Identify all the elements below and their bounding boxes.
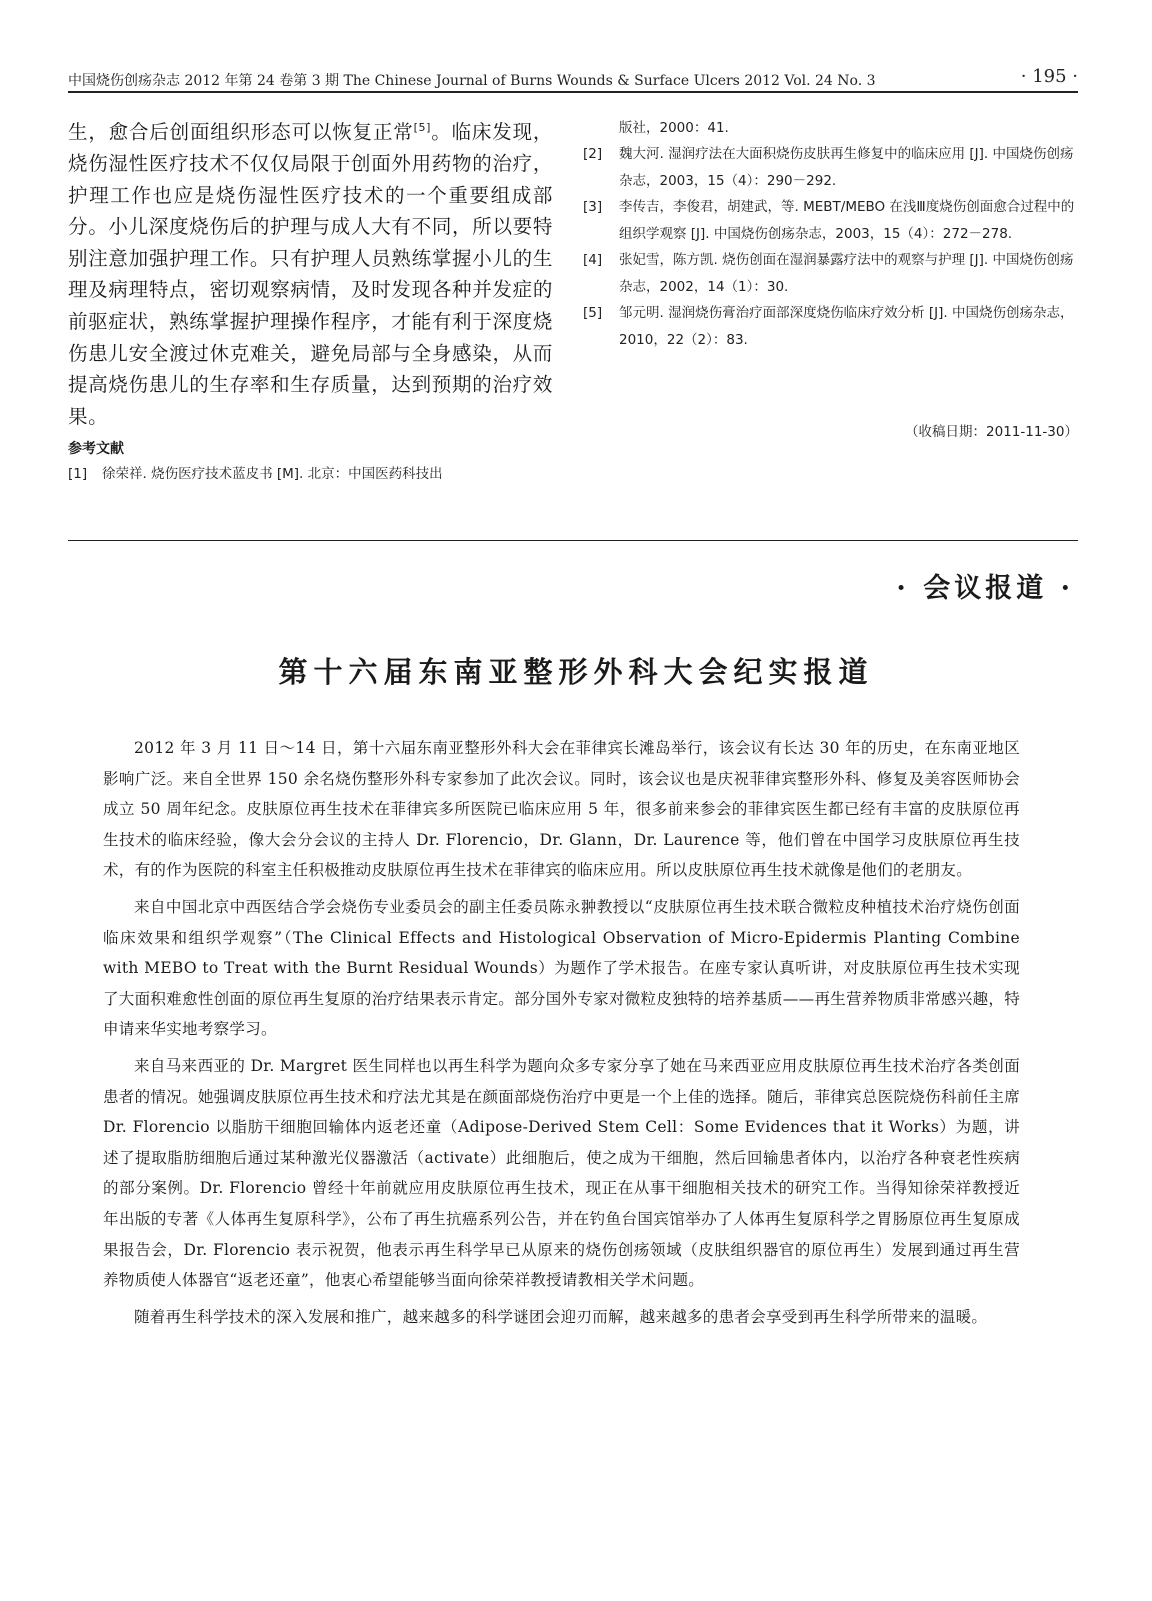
reference-4 (583, 247, 1078, 300)
article-body (103, 733, 1020, 1338)
reference-number: [2] (583, 146, 603, 162)
conclusion-text: 生，愈合后创面组织形态可以恢复正常 (68, 120, 414, 144)
reference-text: 李传吉，李俊君，胡建武，等. MEBT/MEBO 在浅Ⅲ度烧伤创面愈合过程中的组织学观察 [J]. 中国烧伤创疡杂志，2003，15（4）：272－278. (619, 199, 1075, 242)
article-title: 第十六届东南亚整形外科大会纪实报道 (278, 655, 874, 689)
journal-header: 中国烧伤创疡杂志 2012 年第 24 卷第 3 期 The Chinese Journal of Burns Wounds & Surface Ulcers 2012 Vol. 24 No. 3 (68, 73, 876, 89)
reference-text: 徐荣祥. 烧伤医疗技术蓝皮书 [M]. 北京：中国医药科技出 (102, 466, 443, 483)
article-paragraph: 来自中国北京中西医结合学会烧伤专业委员会的副主任委员陈永翀教授以“皮肤原位再生技术联合微粒皮种植技术治疗烧伤创面临床效果和组织学观察”（The Clinical Effects and Histological Observation of Micro-Epidermis Planting Combine with MEBO to Treat with the Burnt Residual Wounds）为题作了学术报告。在座专家认真听讲，对皮肤原位再生技术实现了大面积难愈性创面的原位再生复原的治疗结果表示肯定。部分国外专家对微粒皮独特的培养基质——再生营养物质非常感兴趣，特申请来华实地考察学习。 (103, 897, 1020, 1039)
right-column (583, 115, 1078, 353)
citation-5: [5] (413, 121, 432, 134)
reference-number: [1] (68, 466, 88, 483)
article-paragraph: 随着再生科学技术的深入发展和推广，越来越多的科学谜团会迎刃而解，越来越多的患者会享受到再生科学所带来的温暖。 (134, 1307, 988, 1326)
section-label: · 会议报道 · (896, 573, 1074, 604)
section-divider (68, 540, 1078, 541)
reference-text: 张妃雪，陈方凯. 烧伤创面在湿润暴露疗法中的观察与护理 [J]. 中国烧伤创疡杂志，2002，14（1）：30. (619, 252, 1074, 295)
running-header (68, 66, 1078, 92)
reference-1 (68, 462, 553, 487)
reference-1-continued: 版社，2000：41. (619, 120, 729, 136)
reference-text: 魏大河. 湿润疗法在大面积烧伤皮肤再生修复中的临床应用 [J]. 中国烧伤创疡杂志，2003，15（4）：290－292. (619, 146, 1074, 189)
reference-2 (583, 141, 1078, 194)
received-date: （收稿日期：2011-11-30） (905, 424, 1078, 440)
left-column (68, 112, 553, 487)
conclusion-text-tail: 。临床发现，烧伤湿性医疗技术不仅仅局限于创面外用药物的治疗，护理工作也应是烧伤湿性医疗技术的一个重要组成部分。小儿深度烧伤后的护理与成人大有不同，所以要特别注意加强护理工作。只有护理人员熟练掌握小儿的生理及病理特点，密切观察病情，及时发现各种并发症的前驱症状，熟练掌握护理操作程序，才能有利于深度烧伤患儿安全渡过休克难关，避免局部与全身感染，从而提高烧伤患儿的生存率和生存质量，达到预期的治疗效果。 (68, 120, 553, 428)
conclusion-paragraph (68, 112, 553, 432)
reference-number: [3] (583, 199, 603, 215)
reference-5 (583, 300, 1078, 353)
article-paragraph: 来自马来西亚的 Dr. Margret 医生同样也以再生科学为题向众多专家分享了她在马来西亚应用皮肤原位再生技术治疗各类创面患者的情况。她强调皮肤原位再生技术和疗法尤其是在颜面部烧伤治疗中更是一个上佳的选择。随后，菲律宾总医院烧伤科前任主席 Dr. Florencio 以脂肪干细胞回输体内返老还童（Adipose-Derived Stem Cell：Some Evidences that it Works）为题，讲述了提取脂肪细胞后通过某种激光仪器激活（activate）此细胞后，使之成为干细胞，然后回输患者体内，以治疗各种衰老性疾病的部分案例。Dr. Florencio 曾经十年前就应用皮肤原位再生技术，现正在从事干细胞相关技术的研究工作。当得知徐荣祥教授近年出版的专著《人体再生复原科学》，公布了再生抗癌系列公告，并在钓鱼台国宾馆举办了人体再生复原科学之胃肠原位再生复原成果报告会，Dr. Florencio 表示祝贺，他表示再生科学早已从原来的烧伤创疡领域（皮肤组织器官的原位再生）发展到通过再生营养物质使人体器官“返老还童”，他衷心希望能够当面向徐荣祥教授请教相关学术问题。 (103, 1056, 1020, 1290)
header-rule (68, 91, 1078, 93)
reference-text: 邹元明. 湿润烧伤膏治疗面部深度烧伤临床疗效分析 [J]. 中国烧伤创疡杂志，2010，22（2）：83. (619, 305, 1074, 348)
references-heading: 参考文献 (68, 441, 124, 458)
reference-3 (583, 194, 1078, 247)
reference-number: [5] (583, 305, 603, 321)
reference-number: [4] (583, 252, 603, 268)
article-paragraph: 2012 年 3 月 11 日～14 日，第十六届东南亚整形外科大会在菲律宾长滩岛举行，该会议有长达 30 年的历史，在东南亚地区影响广泛。来自全世界 150 余名烧伤整形外科专家参加了此次会议。同时，该会议也是庆祝菲律宾整形外科、修复及美容医师协会成立 50 周年纪念。皮肤原位再生技术在菲律宾多所医院已临床应用 5 年，很多前来参会的菲律宾医生都已经有丰富的皮肤原位再生技术的临床经验，像大会分会议的主持人 Dr. Florencio，Dr. Glann，Dr. Laurence 等，他们曾在中国学习皮肤原位再生技术，有的作为医院的科室主任积极推动皮肤原位再生技术在菲律宾的临床应用。所以皮肤原位再生技术就像是他们的老朋友。 (103, 739, 1020, 880)
page-number: · 195 · (1020, 66, 1078, 87)
